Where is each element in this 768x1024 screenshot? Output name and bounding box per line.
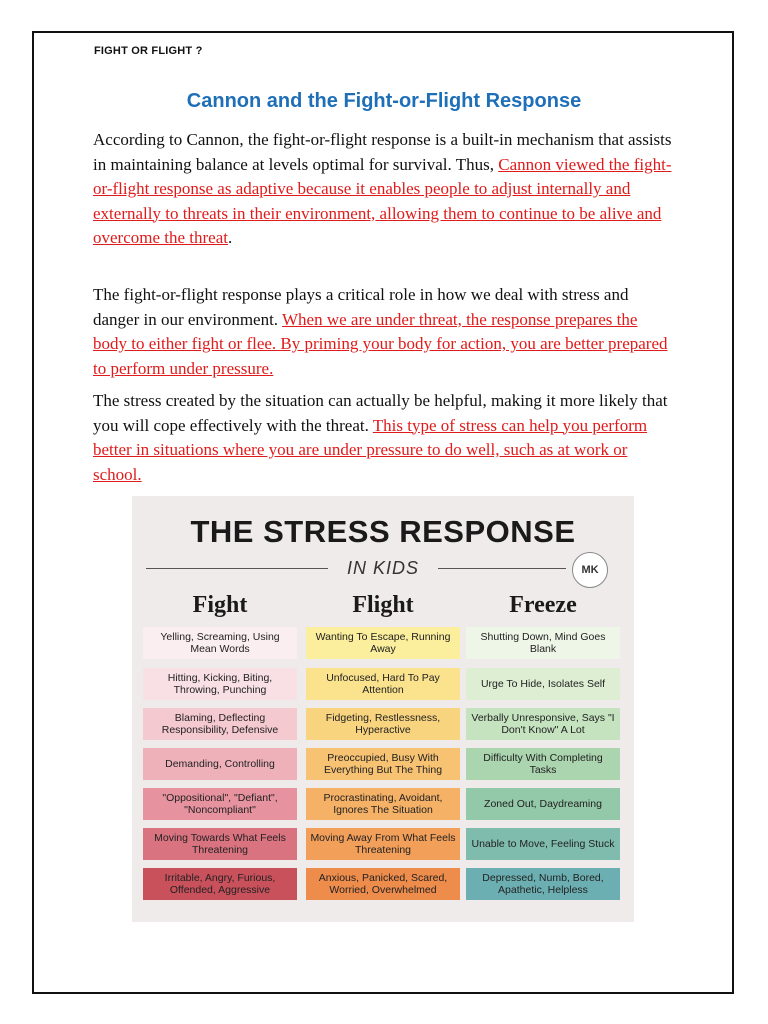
response-card: Zoned Out, Daydreaming [466,788,620,820]
response-card: Depressed, Numb, Bored, Apathetic, Helpless [466,868,620,900]
paragraph-text: The stress created by the situation can actually be helpful, making it more likely that you will cope effectively with the threat. [93,391,668,435]
response-card: Preoccupied, Busy With Everything But The Thing [306,748,460,780]
response-card: Anxious, Panicked, Scared, Worried, Overwhelmed [306,868,460,900]
response-card: Moving Towards What Feels Threatening [143,828,297,860]
response-card: Hitting, Kicking, Biting, Throwing, Punching [143,668,297,700]
response-card: Difficulty With Completing Tasks [466,748,620,780]
paragraph-role [93,283,675,381]
paragraph-text: The fight-or-flight response plays a critical role in how we deal with stress and danger in our environment. [93,285,629,329]
column-heading-fight: Fight [192,592,248,618]
divider-line [146,568,328,569]
paragraph-end: . [228,228,233,247]
response-card: Yelling, Screaming, Using Mean Words [143,627,297,659]
logo-badge: MK [572,552,608,588]
document-title: Cannon and the Fight-or-Flight Response [186,90,582,112]
response-card: Moving Away From What Feels Threatening [306,828,460,860]
highlighted-text: Cannon viewed the fight-or-flight response as adaptive because it enables people to adjust internally and externally to threats in their environment, allowing them to continue to be alive and overcome the threat [93,154,672,247]
highlighted-text: This type of stress can help you perform better in situations where you are under pressure to do well, such as at work or school. [93,415,648,484]
response-card: Unable to Move, Feeling Stuck [466,828,620,860]
response-card: Procrastinating, Avoidant, Ignores The Situation [306,788,460,820]
header-label: FIGHT OR FLIGHT ? [94,45,203,57]
response-card: Fidgeting, Restlessness, Hyperactive [306,708,460,740]
paragraph-cannon [93,128,675,251]
response-card: Unfocused, Hard To Pay Attention [306,668,460,700]
response-card: Verbally Unresponsive, Says "I Don't Know" A Lot [466,708,620,740]
response-card: "Oppositional", "Defiant", "Noncompliant" [143,788,297,820]
response-card: Irritable, Angry, Furious, Offended, Aggressive [143,868,297,900]
paragraph-text: According to Cannon, the fight-or-flight response is a built-in mechanism that assists in maintaining balance at levels optimal for survival. Thus, [93,130,672,174]
highlighted-text: When we are under threat, the response prepares the body to either fight or flee. By priming your body for action, you are better prepared to perform under pressure. [93,309,668,378]
column-heading-freeze: Freeze [509,592,577,618]
infographic-title: THE STRESS RESPONSE [190,514,576,549]
response-card: Shutting Down, Mind Goes Blank [466,627,620,659]
column-heading-flight: Flight [352,592,414,618]
infographic-subtitle: IN KIDS [346,558,419,578]
divider-line [438,568,566,569]
response-card: Blaming, Deflecting Responsibility, Defensive [143,708,297,740]
stress-response-infographic [132,496,634,922]
response-card: Wanting To Escape, Running Away [306,627,460,659]
paragraph-helpful-stress [93,389,675,487]
response-card: Demanding, Controlling [143,748,297,780]
response-card: Urge To Hide, Isolates Self [466,668,620,700]
